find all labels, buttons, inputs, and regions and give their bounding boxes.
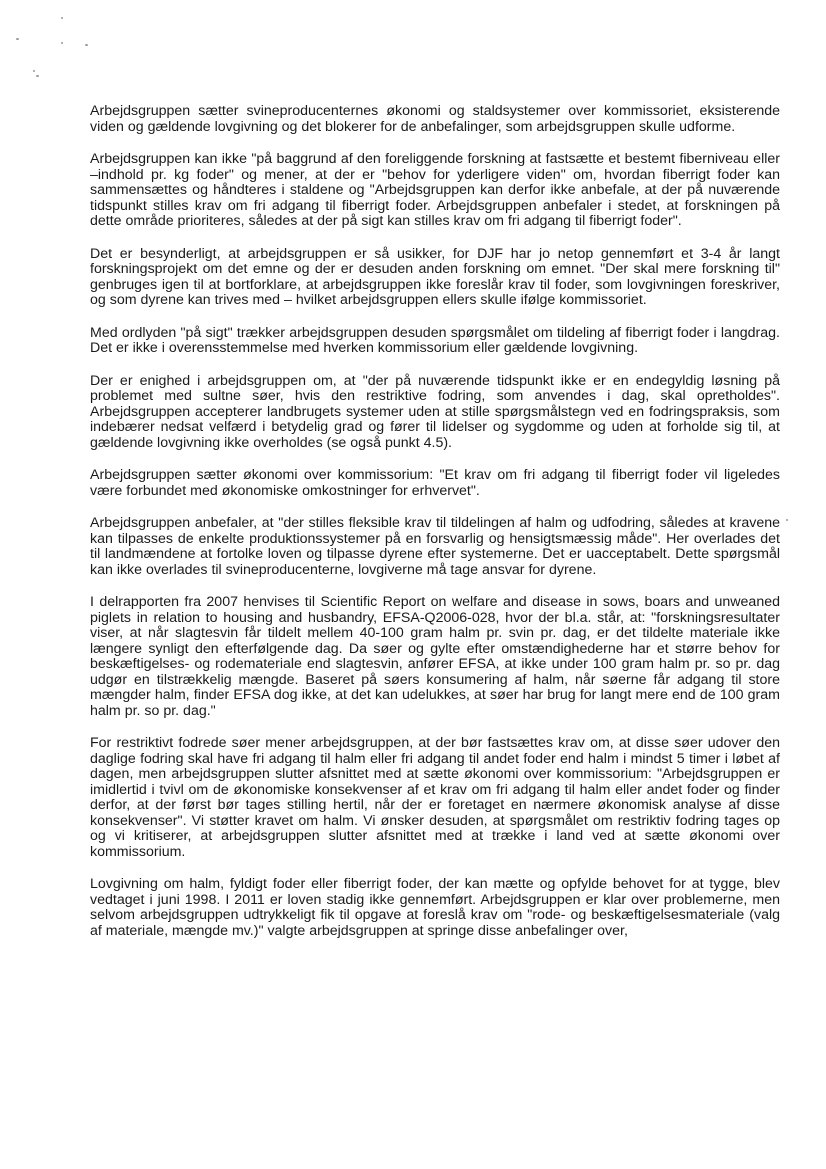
scan-speck (786, 519, 788, 521)
scan-speck (16, 38, 19, 40)
paragraph: Med ordlyden "på sigt" trækker arbejdsgruppen desuden spørgsmålet om tildeling af fiberrigt foder i langdrag. Det er ikke i overensstemmelse med hverken kommissorium eller gældende lovgivning. (90, 324, 780, 356)
paragraph: Det er besynderligt, at arbejdsgruppen er så usikker, for DJF har jo netop gennemført et 3-4 år langt forskningsprojekt om det emne og der er desuden anden forskning om emnet. "Der skal mere forskning til" genbruges igen til at bortforklare, at arbejdsgruppen ikke foreslår krav til foder, som lovgivningen foreskriver, og som dyrene kan trives med – hvilket arbejdsgruppen ellers skulle ifølge kommissoriet. (90, 245, 780, 308)
document-body (90, 104, 780, 956)
scan-speck (85, 44, 88, 46)
paragraph: For restriktivt fodrede søer mener arbejdsgruppen, at der bør fastsættes krav om, at disse søer udover den daglige fodring skal have fri adgang til halm eller fri adgang til andet foder end halm i mindst 5 timer i løbet af dagen, men arbejdsgruppen slutter afsnittet med at sætte økonomi over kommissorium: "Arbejdsgruppen er imidlertid i tvivl om de økonomiske konsekvenser af et krav om fri adgang til halm eller andet foder og finder derfor, at der først bør tages stilling hertil, når der er foretaget en nærmere økonomisk analyse af disse konsekvenser". Vi støtter kravet om halm. Vi ønsker desuden, at spørgsmålet om restriktiv fodring tages op og vi kritiserer, at arbejdsgruppen slutter afsnittet med at trække i land ved at sætte økonomi over kommissorium. (90, 735, 780, 860)
scan-speck (61, 17, 63, 19)
paragraph: Der er enighed i arbejdsgruppen om, at "der på nuværende tidspunkt ikke er en endegyldig løsning på problemet med sultne søer, hvis den restriktive fodring, som anvendes i dag, skal opretholdes". Arbejdsgruppen accepterer landbrugets systemer uden at stille spørgsmålstegn ved en fodringspraksis, som indebærer nedsat velfærd i betydelig grad og fører til lidelser og sygdomme og uden at forholde sig til, at gældende lovgivning ikke overholdes (se også punkt 4.5). (90, 372, 780, 451)
paragraph: I delrapporten fra 2007 henvises til Scientific Report on welfare and disease in sows, boars and unweaned piglets in relation to housing and husbandry, EFSA-Q2006-028, hvor der bl.a. står, at: "forskningsresultater viser, at når slagtesvin får tildelt mellem 40-100 gram halm pr. svin pr. dag, er det tildelte materiale ikke længere synligt den efterfølgende dag. Da søer og gylte efter omstændighederne har et større behov for beskæftigelses- og rodemateriale end slagtesvin, anfører EFSA, at ikke under 100 gram halm pr. so pr. dag udgør en tilstrækkelig mængde. Baseret på søers konsumering af halm, når søerne får adgang til store mængder halm, finder EFSA dog ikke, at det kan udelukkes, at søer har brug for langt mere end de 100 gram halm pr. so pr. dag." (90, 594, 780, 719)
paragraph: Arbejdsgruppen sætter svineproducenternes økonomi og staldsystemer over kommissoriet, eksisterende viden og gældende lovgivning og det blokerer for de anbefalinger, som arbejdsgruppen skulle udforme. (90, 103, 780, 135)
scan-speck (61, 42, 63, 44)
scan-speck (36, 75, 39, 77)
paragraph: Lovgivning om halm, fyldigt foder eller fiberrigt foder, der kan mætte og opfylde behovet for at tygge, blev vedtaget i juni 1998. I 2011 er loven stadig ikke gennemført. Arbejdsgruppen er klar over problemerne, men selvom arbejdsgruppen udtrykkeligt fik til opgave at foreslå krav om "rode- og beskæftigelsesmateriale (valg af materiale, mængde mv.)" valgte arbejdsgruppen at springe disse anbefalinger over, (90, 876, 780, 939)
paragraph: Arbejdsgruppen sætter økonomi over kommissorium: "Et krav om fri adgang til fiberrigt foder vil ligeledes være forbundet med økonomiske omkostninger for erhvervet". (90, 467, 780, 499)
paragraph: Arbejdsgruppen anbefaler, at "der stilles fleksible krav til tildelingen af halm og udfodring, således at kravene kan tilpasses de enkelte produktionssystemer på en forsvarlig og hensigtsmæssig måde". Her overlades det til landmændene at fortolke loven og tilpasse dyrene efter systemerne. Det er uacceptabelt. Dette spørgsmål kan ikke overlades til svineproducenterne, lovgiverne må tage ansvar for dyrene. (90, 515, 780, 578)
paragraph: Arbejdsgruppen kan ikke "på baggrund af den foreliggende forskning at fastsætte et bestemt fiberniveau eller –indhold pr. kg foder" og mener, at der er "behov for yderligere viden" om, hvordan fiberrigt foder kan sammensættes og håndteres i staldene og "Arbejdsgruppen kan derfor ikke anbefale, at der på nuværende tidspunkt stilles krav om fri adgang til fiberrigt foder. Arbejdsgruppen anbefaler i stedet, at forskningen på dette område prioriteres, således at der på sigt kan stilles krav om fri adgang til fiberrigt foder". (90, 151, 780, 229)
scan-speck (33, 70, 35, 72)
